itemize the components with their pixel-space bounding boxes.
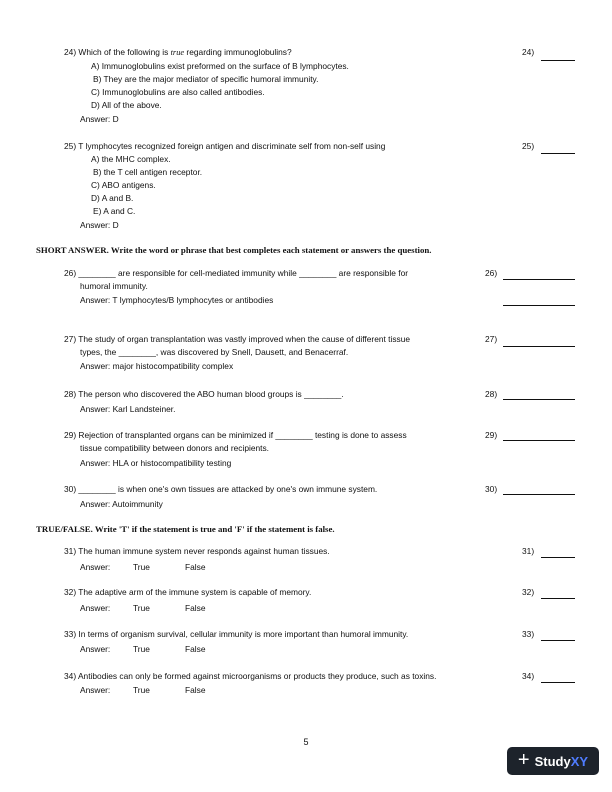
question-32-number: 32): [522, 587, 535, 597]
answer-label: Answer:: [80, 685, 111, 695]
true-option[interactable]: True: [133, 562, 150, 572]
true-option[interactable]: True: [133, 644, 150, 654]
option: B) the T cell antigen receptor.: [93, 167, 203, 177]
answer: Answer: T lymphocytes/B lymphocytes or antibodies: [80, 295, 274, 305]
answer-blank-26b[interactable]: [503, 305, 575, 306]
option: C) Immunoglobulins are also called antibodies.: [91, 87, 265, 97]
answer-label: Answer:: [80, 644, 111, 654]
question-26-line2: humoral immunity.: [80, 281, 148, 291]
false-option[interactable]: False: [185, 685, 206, 695]
answer-label: Answer:: [80, 603, 111, 613]
false-option[interactable]: False: [185, 644, 206, 654]
question-30-number: 30): [485, 484, 498, 494]
question-24-stem: 24) Which of the following is true regarding immunoglobulins?: [64, 47, 292, 57]
answer-blank-32[interactable]: [541, 598, 575, 599]
option: E) A and C.: [93, 206, 136, 216]
answer: Answer: major histocompatibility complex: [80, 361, 234, 371]
answer: Answer: D: [80, 114, 119, 124]
option: A) the MHC complex.: [91, 154, 171, 164]
answer: Answer: Autoimmunity: [80, 499, 163, 509]
answer: Answer: D: [80, 220, 119, 230]
option: C) ABO antigens.: [91, 180, 156, 190]
question-33-number: 33): [522, 629, 535, 639]
studyxy-badge[interactable]: [507, 747, 599, 775]
option: B) They are the major mediator of specific humoral immunity.: [93, 74, 319, 84]
question-34-number: 34): [522, 671, 535, 681]
question-31-number: 31): [522, 546, 535, 556]
question-29-line1: 29) Rejection of transplanted organs can be minimized if ________ testing is done to assess: [64, 430, 407, 440]
question-28-line1: 28) The person who discovered the ABO human blood groups is ________.: [64, 389, 344, 399]
brand-name: Study: [534, 753, 571, 769]
question-30-line1: 30) ________ is when one's own tissues are attacked by one's own immune system.: [64, 484, 378, 494]
question-25-stem: 25) T lymphocytes recognized foreign antigen and discriminate self from non-self using: [64, 141, 386, 151]
answer: Answer: Karl Landsteiner.: [80, 404, 176, 414]
short-answer-header: SHORT ANSWER. Write the word or phrase that best completes each statement or answers the question.: [36, 245, 432, 255]
brand-accent: XY: [570, 753, 589, 769]
answer-blank-28[interactable]: [503, 399, 575, 400]
question-31-stem: 31) The human immune system never responds against human tissues.: [64, 546, 330, 556]
question-34-stem: 34) Antibodies can only be formed against microorganisms or products they produce, such as toxins.: [64, 671, 437, 681]
tf-answer-row: [80, 644, 206, 655]
answer-blank-34[interactable]: [541, 682, 575, 683]
true-false-header: TRUE/FALSE. Write 'T' if the statement is true and 'F' if the statement is false.: [36, 524, 335, 534]
question-29-line2: tissue compatibility between donors and recipients.: [80, 443, 270, 453]
tf-answer-row: [80, 562, 206, 573]
answer-label: Answer:: [80, 562, 111, 572]
question-26-number: 26): [485, 268, 498, 278]
question-33-stem: 33) In terms of organism survival, cellular immunity is more important than humoral immunity.: [64, 629, 409, 639]
answer-blank-24[interactable]: [541, 60, 575, 61]
answer-blank-30[interactable]: [503, 494, 575, 495]
option: D) A and B.: [91, 193, 134, 203]
tf-answer-row: [80, 685, 206, 696]
answer-blank-31[interactable]: [541, 557, 575, 558]
question-26-line1: 26) ________ are responsible for cell-mediated immunity while ________ are responsible for: [64, 268, 409, 278]
answer-blank-25[interactable]: [541, 153, 575, 154]
false-option[interactable]: False: [185, 562, 206, 572]
question-29-number: 29): [485, 430, 498, 440]
answer-blank-33[interactable]: [541, 640, 575, 641]
question-25-number: 25): [522, 141, 535, 151]
answer-blank-29[interactable]: [503, 440, 575, 441]
question-32-stem: 32) The adaptive arm of the immune system is capable of memory.: [64, 587, 312, 597]
question-27-line1: 27) The study of organ transplantation was vastly improved when the cause of different tissue: [64, 334, 411, 344]
question-24-number: 24): [522, 47, 535, 57]
option: A) Immunoglobulins exist preformed on the surface of B lymphocytes.: [91, 61, 349, 71]
true-option[interactable]: True: [133, 685, 150, 695]
question-27-line2: types, the ________, was discovered by Snell, Dausett, and Benacerraf.: [80, 347, 349, 357]
answer: Answer: HLA or histocompatibility testing: [80, 458, 232, 468]
question-27-number: 27): [485, 334, 498, 344]
page-number: 5: [303, 737, 309, 747]
true-option[interactable]: True: [133, 603, 150, 613]
answer-blank-26a[interactable]: [503, 279, 575, 280]
question-28-number: 28): [485, 389, 498, 399]
tf-answer-row: [80, 603, 206, 614]
answer-blank-27[interactable]: [503, 346, 575, 347]
option: D) All of the above.: [91, 100, 162, 110]
plus-icon: +: [517, 749, 530, 771]
false-option[interactable]: False: [185, 603, 206, 613]
